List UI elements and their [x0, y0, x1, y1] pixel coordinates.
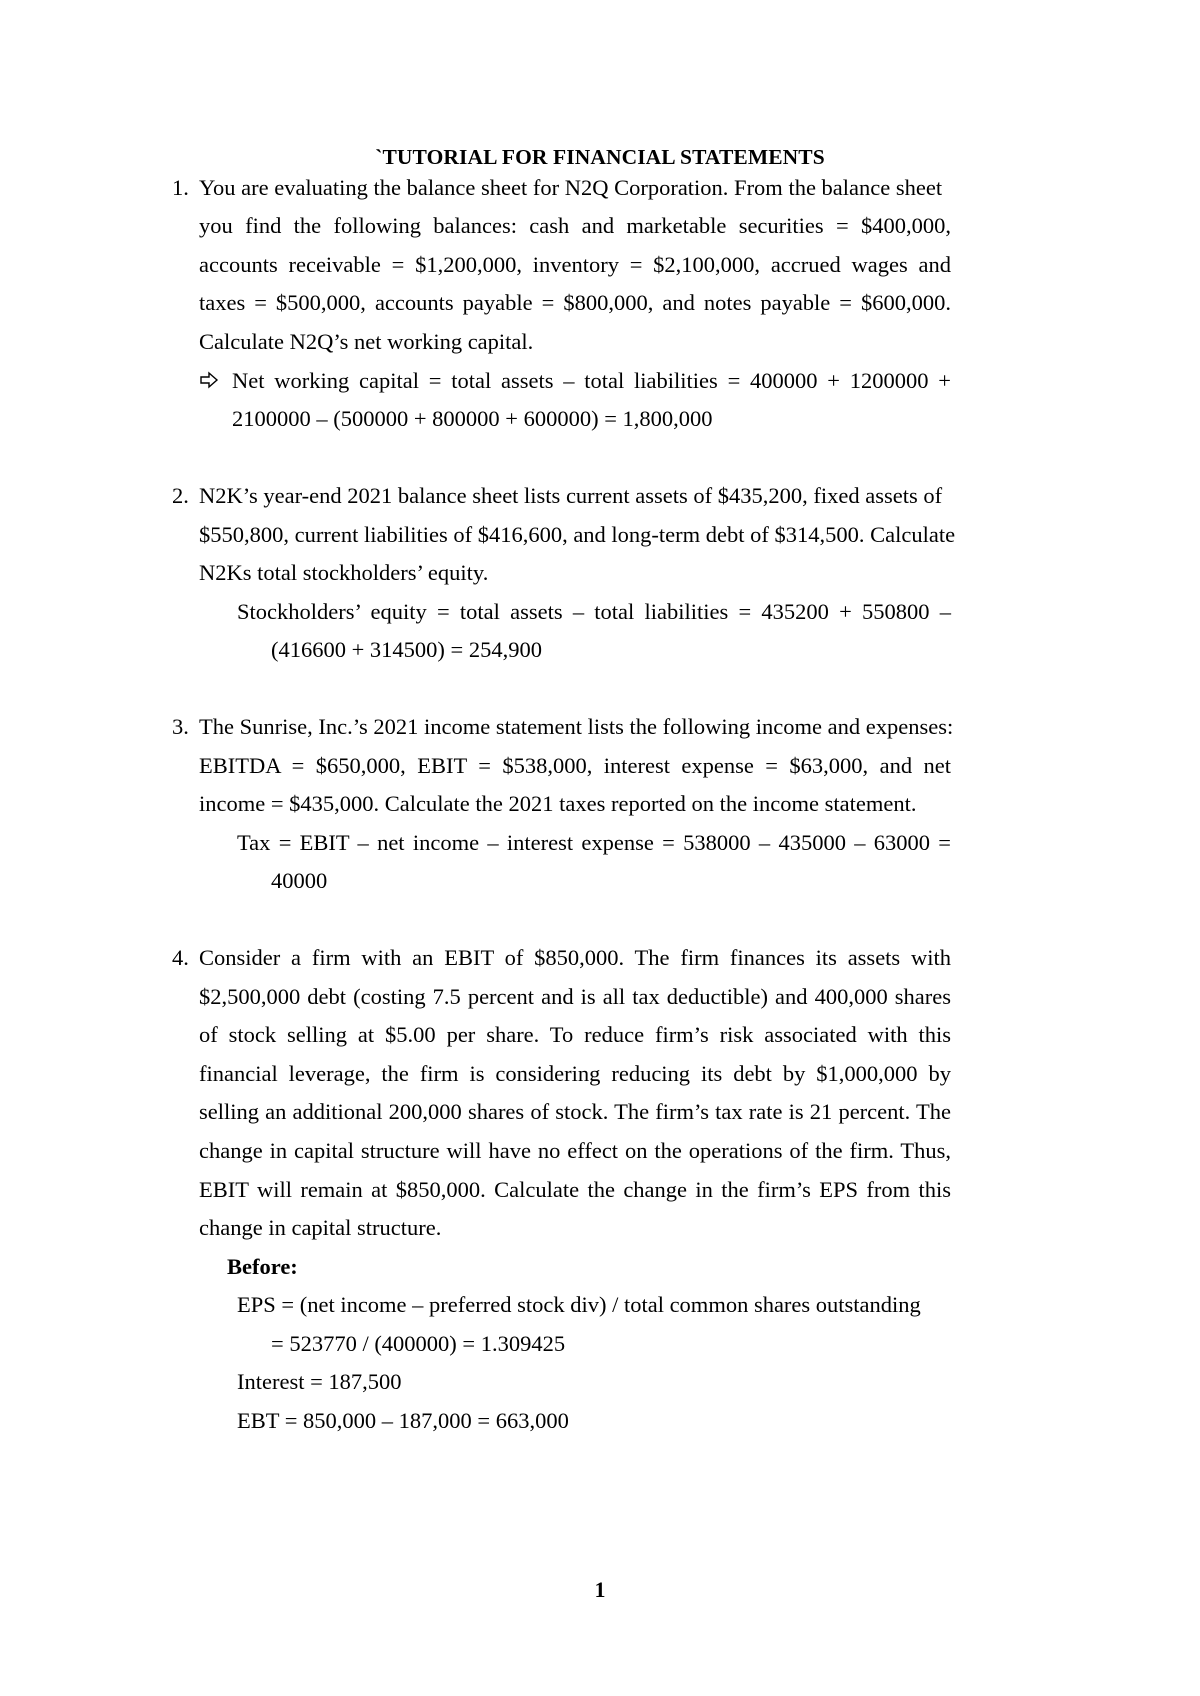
question-4-answer-line-4: EBT = 850,000 – 187,000 = 663,000	[237, 1408, 569, 1433]
question-4-line-3: of stock selling at $5.00 per share. To reduce firm’s risk associated with this	[199, 1022, 951, 1047]
question-1-line-2: you find the following balances: cash and marketable securities = $400,000,	[199, 213, 951, 238]
question-1-line-1: You are evaluating the balance sheet for N2Q Corporation. From the balance sheet	[199, 175, 943, 200]
question-4-answer-line-3: Interest = 187,500	[237, 1369, 402, 1394]
question-3-line-2: EBITDA = $650,000, EBIT = $538,000, interest expense = $63,000, and net	[199, 753, 951, 778]
question-3-number: 3.	[172, 714, 189, 739]
question-4-line-1: Consider a firm with an EBIT of $850,000. The firm finances its assets with	[199, 945, 951, 970]
question-3-line-1: The Sunrise, Inc.’s 2021 income statement lists the following income and expenses:	[199, 714, 954, 739]
question-1-line-4: taxes = $500,000, accounts payable = $800,000, and notes payable = $600,000.	[199, 290, 951, 315]
question-1-line-3: accounts receivable = $1,200,000, inventory = $2,100,000, accrued wages and	[199, 252, 951, 277]
question-4-line-5: selling an additional 200,000 shares of stock. The firm’s tax rate is 21 percent. The	[199, 1099, 951, 1124]
question-2-answer-line-1: Stockholders’ equity = total assets – total liabilities = 435200 + 550800 –	[237, 599, 951, 624]
question-2-answer-line-2: (416600 + 314500) = 254,900	[271, 637, 542, 662]
question-3-line-3: income = $435,000. Calculate the 2021 taxes reported on the income statement.	[199, 791, 917, 816]
question-1-answer-line-1: Net working capital = total assets – total liabilities = 400000 + 1200000 +	[232, 368, 951, 393]
question-1-number: 1.	[172, 175, 189, 200]
arrow-right-icon	[199, 370, 219, 390]
question-4-line-2: $2,500,000 debt (costing 7.5 percent and is all tax deductible) and 400,000 shares	[199, 984, 951, 1009]
question-1-line-5: Calculate N2Q’s net working capital.	[199, 329, 534, 354]
question-4-line-6: change in capital structure will have no effect on the operations of the firm. Thus,	[199, 1138, 951, 1163]
question-4-line-4: financial leverage, the firm is considering reducing its debt by $1,000,000 by	[199, 1061, 951, 1086]
before-heading: Before:	[227, 1254, 298, 1279]
question-1-answer-line-2: 2100000 – (500000 + 800000 + 600000) = 1,800,000	[232, 406, 713, 431]
question-2-line-2: $550,800, current liabilities of $416,600, and long-term debt of $314,500. Calculate	[199, 522, 956, 547]
question-2-number: 2.	[172, 483, 189, 508]
page-title: `TUTORIAL FOR FINANCIAL STATEMENTS	[375, 145, 825, 169]
question-3-answer-line-2: 40000	[271, 868, 328, 893]
question-2-line-1: N2K’s year-end 2021 balance sheet lists current assets of $435,200, fixed assets of	[199, 483, 943, 508]
question-4-number: 4.	[172, 945, 189, 970]
question-3-answer-line-1: Tax = EBIT – net income – interest expense = 538000 – 435000 – 63000 =	[237, 830, 951, 855]
question-4-line-7: EBIT will remain at $850,000. Calculate the change in the firm’s EPS from this	[199, 1177, 951, 1202]
question-4-line-8: change in capital structure.	[199, 1215, 442, 1240]
page-number: 1	[594, 1577, 606, 1602]
question-4-answer-line-2: = 523770 / (400000) = 1.309425	[271, 1331, 566, 1356]
question-4-answer-line-1: EPS = (net income – preferred stock div) / total common shares outstanding	[237, 1292, 921, 1317]
question-2-line-3: N2Ks total stockholders’ equity.	[199, 560, 489, 585]
